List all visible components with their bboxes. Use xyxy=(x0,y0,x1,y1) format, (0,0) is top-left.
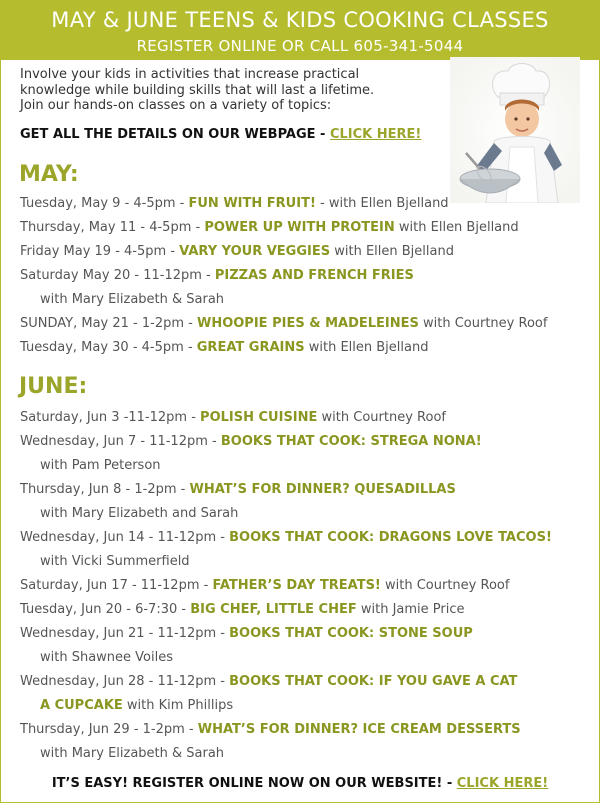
class-line xyxy=(40,554,190,569)
intro-line: knowledge while building skills that will last a lifetime. xyxy=(20,82,375,98)
class-line xyxy=(20,196,449,211)
class-instructor: with Ellen Bjelland xyxy=(304,340,429,355)
intro-line: Involve your kids in activities that increase practical xyxy=(20,67,360,82)
class-line xyxy=(20,268,414,283)
class-title: BOOKS THAT COOK: STREGA NONA! xyxy=(220,434,482,449)
class-instructor: with Ellen Bjelland xyxy=(330,244,454,259)
class-line xyxy=(20,602,465,617)
class-line xyxy=(40,746,224,761)
class-title: FATHER’S DAY TREATS! xyxy=(212,578,381,593)
class-line xyxy=(20,434,482,449)
class-date: with Mary Elizabeth & Sarah xyxy=(40,746,225,761)
class-line xyxy=(40,650,173,665)
class-date: Saturday May 20 - 11-12pm - xyxy=(20,268,215,283)
chef-illustration-icon xyxy=(450,57,580,203)
class-title: GREAT GRAINS xyxy=(196,340,305,355)
class-line xyxy=(40,292,224,307)
class-line xyxy=(20,722,521,737)
class-date: Wednesday, Jun 14 - 11-12pm - xyxy=(20,530,230,545)
class-date: Tuesday, May 30 - 4-5pm - xyxy=(20,340,197,355)
class-line xyxy=(20,530,552,545)
class-title: A CUPCAKE xyxy=(40,698,123,713)
footer-line xyxy=(0,776,600,791)
class-instructor: with Ellen Bjelland xyxy=(394,220,519,235)
class-title: BIG CHEF, LITTLE CHEF xyxy=(190,602,357,617)
class-instructor: with Courtney Roof xyxy=(418,316,548,331)
details-link[interactable]: CLICK HERE! xyxy=(329,127,422,142)
class-title: VARY YOUR VEGGIES xyxy=(179,244,331,259)
class-title: POLISH CUISINE xyxy=(200,410,318,425)
class-date: Thursday, Jun 8 - 1-2pm - xyxy=(20,482,190,497)
class-title: WHAT’S FOR DINNER? ICE CREAM DESSERTS xyxy=(197,722,521,737)
page-title: MAY & JUNE TEENS & KIDS COOKING CLASSES xyxy=(51,8,549,32)
class-line xyxy=(40,698,233,713)
class-line xyxy=(20,410,446,425)
class-instructor: with Kim Phillips xyxy=(122,698,234,713)
class-title: FUN WITH FRUIT! xyxy=(188,196,316,211)
class-date: with Mary Elizabeth & Sarah xyxy=(40,292,225,307)
class-date: Tuesday, Jun 20 - 6-7:30 - xyxy=(20,602,191,617)
class-line xyxy=(40,458,161,473)
class-line xyxy=(20,626,473,641)
class-date: Friday May 19 - 4-5pm - xyxy=(20,244,180,259)
class-line xyxy=(20,220,519,235)
class-date: Tuesday, May 9 - 4-5pm - xyxy=(20,196,189,211)
class-date: Wednesday, Jun 28 - 11-12pm - xyxy=(20,674,230,689)
class-title: BOOKS THAT COOK: DRAGONS LOVE TACOS! xyxy=(229,530,552,545)
class-title: BOOKS THAT COOK: IF YOU GAVE A CAT xyxy=(229,674,518,689)
class-title: WHOOPIE PIES & MADELEINES xyxy=(196,316,419,331)
class-instructor: with Courtney Roof xyxy=(380,578,510,593)
class-instructor: - with Ellen Bjelland xyxy=(315,196,449,211)
class-date: with Pam Peterson xyxy=(40,458,161,473)
class-date: Wednesday, Jun 21 - 11-12pm - xyxy=(20,626,230,641)
class-date: with Mary Elizabeth and Sarah xyxy=(40,506,239,521)
footer-link[interactable]: CLICK HERE! xyxy=(456,776,549,791)
class-date: SUNDAY, May 21 - 1-2pm - xyxy=(20,316,197,331)
details-line xyxy=(20,127,421,142)
details-text: GET ALL THE DETAILS ON OUR WEBPAGE - xyxy=(20,127,330,142)
class-line xyxy=(40,506,238,521)
class-title: WHAT’S FOR DINNER? QUESADILLAS xyxy=(189,482,456,497)
intro-text xyxy=(20,67,430,114)
class-date: Thursday, May 11 - 4-5pm - xyxy=(20,220,205,235)
class-date: with Vicki Summerfield xyxy=(40,554,190,569)
header-banner xyxy=(0,0,600,60)
class-line xyxy=(20,578,509,593)
class-date: Wednesday, Jun 7 - 11-12pm - xyxy=(20,434,221,449)
class-title: POWER UP WITH PROTEIN xyxy=(204,220,395,235)
class-date: with Shawnee Voiles xyxy=(40,650,174,665)
class-title: PIZZAS AND FRENCH FRIES xyxy=(214,268,414,283)
page-subtitle: REGISTER ONLINE OR CALL 605-341-5044 xyxy=(136,37,464,55)
class-title: BOOKS THAT COOK: STONE SOUP xyxy=(229,626,473,641)
class-date: Thursday, Jun 29 - 1-2pm - xyxy=(20,722,198,737)
footer-text: IT’S EASY! REGISTER ONLINE NOW ON OUR WEBSITE! - xyxy=(51,776,457,791)
may-heading: MAY: xyxy=(19,162,79,187)
class-line xyxy=(20,340,428,355)
class-line xyxy=(20,482,456,497)
class-date: Saturday, Jun 17 - 11-12pm - xyxy=(20,578,213,593)
june-heading: JUNE: xyxy=(19,374,88,399)
class-instructor: with Courtney Roof xyxy=(317,410,446,425)
class-instructor: with Jamie Price xyxy=(356,602,465,617)
class-date: Saturday, Jun 3 -11-12pm - xyxy=(20,410,201,425)
intro-line: Join our hands-on classes on a variety of topics: xyxy=(20,98,332,113)
class-line xyxy=(20,674,517,689)
class-line xyxy=(20,316,547,331)
class-line xyxy=(20,244,454,259)
